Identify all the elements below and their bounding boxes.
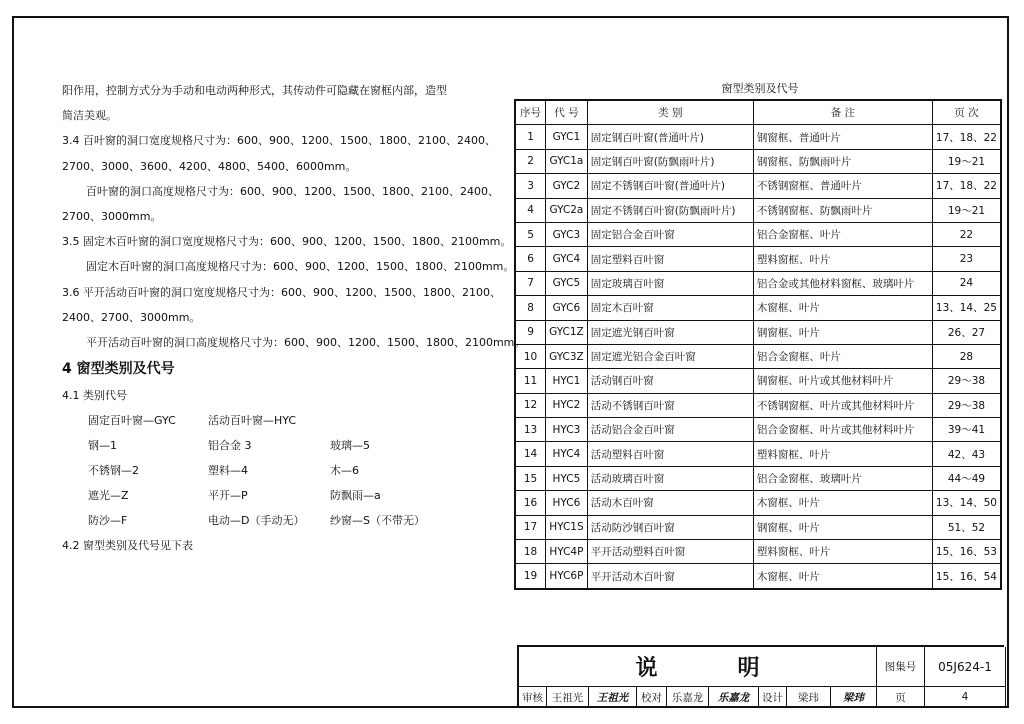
- cell-no: 5: [515, 222, 546, 246]
- text-line: 百叶窗的洞口高度规格尺寸为：600、900、1200、1500、1800、2100、2400、: [86, 184, 499, 198]
- cell-note: 铝合金窗框、叶片: [753, 222, 932, 246]
- table-row: [515, 344, 1001, 368]
- cell-note: 钢窗框、叶片: [753, 515, 932, 539]
- cell-code: GYC5: [546, 271, 588, 295]
- subsection-heading: 4.2 窗型类别及代号见下表: [62, 539, 193, 552]
- cell-code: GYC4: [546, 247, 588, 271]
- cell-page: 15、16、54: [932, 564, 1001, 589]
- table-row: [515, 149, 1001, 173]
- cell-code: HYC6P: [546, 564, 588, 589]
- cell-note: 不锈钢窗框、普通叶片: [753, 174, 932, 198]
- table-row: [515, 198, 1001, 222]
- code-wood: 木—6: [330, 464, 359, 477]
- table-row: [515, 418, 1001, 442]
- cell-code: GYC1: [546, 125, 588, 149]
- cell-type: 活动不锈钢百叶窗: [587, 393, 753, 417]
- text-line: 2700、3000、3600、4200、4800、5400、6000mm。: [62, 159, 357, 173]
- code-glass: 玻璃—5: [330, 439, 370, 452]
- cell-type: 活动铝合金百叶窗: [587, 418, 753, 442]
- cell-type: 活动防沙钢百叶窗: [587, 515, 753, 539]
- cell-note: 铝合金窗框、叶片: [753, 344, 932, 368]
- table-row: [515, 125, 1001, 149]
- table-row: [515, 222, 1001, 246]
- cell-note: 铝合金窗框、玻璃叶片: [753, 466, 932, 490]
- code-active: 活动百叶窗—HYC: [208, 414, 297, 427]
- review-signature: 王祖光: [589, 687, 637, 708]
- window-type-table: [514, 99, 1002, 590]
- cell-type: 固定铝合金百叶窗: [587, 222, 753, 246]
- cell-code: HYC3: [546, 418, 588, 442]
- cell-type: 固定木百叶窗: [587, 296, 753, 320]
- code-steel: 钢—1: [88, 439, 117, 452]
- code-sand: 防沙—F: [88, 514, 128, 527]
- cell-page: 17、18、22: [932, 174, 1001, 198]
- header-note: 备 注: [753, 100, 932, 125]
- header-no: 序号: [515, 100, 546, 125]
- cell-page: 29～38: [932, 393, 1001, 417]
- cell-page: 17、18、22: [932, 125, 1001, 149]
- cell-page: 51、52: [932, 515, 1001, 539]
- table-row: [515, 442, 1001, 466]
- table-row: [515, 271, 1001, 295]
- table-row: [515, 491, 1001, 515]
- text-line: 简洁美观。: [62, 109, 117, 123]
- cell-type: 固定钢百叶窗(普通叶片): [587, 125, 753, 149]
- cell-no: 11: [515, 369, 546, 393]
- code-fixed: 固定百叶窗—GYC: [88, 414, 176, 427]
- text-line: 2700、3000mm。: [62, 210, 162, 224]
- cell-type: 活动木百叶窗: [587, 491, 753, 515]
- cell-note: 不锈钢窗框、防飘雨叶片: [753, 198, 932, 222]
- table-row: [515, 466, 1001, 490]
- page-label: 页: [877, 687, 925, 708]
- table-row: [515, 540, 1001, 564]
- cell-code: HYC2: [546, 393, 588, 417]
- cell-no: 16: [515, 491, 546, 515]
- code-plastic: 塑料—4: [208, 464, 248, 477]
- table-row: [515, 320, 1001, 344]
- cell-no: 10: [515, 344, 546, 368]
- cell-no: 9: [515, 320, 546, 344]
- code-rain: 防飘雨—a: [330, 489, 381, 502]
- table-row: [515, 296, 1001, 320]
- table-title: 窗型类别及代号: [721, 82, 799, 95]
- cell-code: GYC1Z: [546, 320, 588, 344]
- code-shade: 遮光—Z: [88, 489, 129, 502]
- subsection-heading: 4.1 类别代号: [62, 389, 127, 403]
- cell-code: HYC4: [546, 442, 588, 466]
- text-line: 平开活动百叶窗的洞口高度规格尺寸为：600、900、1200、1500、1800、2100mm。: [86, 336, 526, 350]
- design-label: 设计: [759, 687, 787, 708]
- cell-no: 17: [515, 515, 546, 539]
- cell-code: HYC4P: [546, 540, 588, 564]
- table-row: [515, 247, 1001, 271]
- cell-note: 铝合金或其他材料窗框、玻璃叶片: [753, 271, 932, 295]
- code-electric: 电动—D（手动无）: [208, 514, 305, 527]
- cell-note: 钢窗框、叶片: [753, 320, 932, 344]
- cell-note: 不锈钢窗框、叶片或其他材料叶片: [753, 393, 932, 417]
- cell-note: 铝合金窗框、叶片或其他材料叶片: [753, 418, 932, 442]
- cell-page: 13、14、50: [932, 491, 1001, 515]
- cell-type: 固定遮光铝合金百叶窗: [587, 344, 753, 368]
- design-name: 梁玮: [787, 687, 831, 708]
- cell-no: 18: [515, 540, 546, 564]
- title-block: [517, 645, 1004, 706]
- cell-no: 6: [515, 247, 546, 271]
- cell-type: 固定玻璃百叶窗: [587, 271, 753, 295]
- cell-code: GYC1a: [546, 149, 588, 173]
- sheet-title: 说明: [519, 647, 877, 687]
- atlas-label: 图集号: [877, 647, 925, 687]
- cell-no: 8: [515, 296, 546, 320]
- table-row: [515, 174, 1001, 198]
- cell-no: 4: [515, 198, 546, 222]
- cell-type: 固定钢百叶窗(防飘雨叶片): [587, 149, 753, 173]
- cell-no: 12: [515, 393, 546, 417]
- review-name: 王祖光: [547, 687, 589, 708]
- cell-code: GYC3: [546, 222, 588, 246]
- section-heading: 4 窗型类别及代号: [62, 361, 175, 378]
- cell-no: 2: [515, 149, 546, 173]
- cell-note: 钢窗框、叶片或其他材料叶片: [753, 369, 932, 393]
- atlas-number: 05J624-1: [925, 647, 1006, 687]
- text-line: 2400、2700、3000mm。: [62, 310, 201, 324]
- cell-type: 平开活动塑料百叶窗: [587, 540, 753, 564]
- text-line: 3.5 固定木百叶窗的洞口宽度规格尺寸为：600、900、1200、1500、1800、2100mm。: [62, 235, 512, 249]
- table-row: [515, 393, 1001, 417]
- cell-code: HYC6: [546, 491, 588, 515]
- cell-page: 19～21: [932, 198, 1001, 222]
- cell-page: 22: [932, 222, 1001, 246]
- cell-page: 28: [932, 344, 1001, 368]
- cell-code: GYC2: [546, 174, 588, 198]
- cell-note: 塑料窗框、叶片: [753, 540, 932, 564]
- cell-no: 3: [515, 174, 546, 198]
- code-alu: 铝合金 3: [208, 439, 252, 452]
- design-signature: 梁玮: [831, 687, 877, 708]
- cell-type: 活动塑料百叶窗: [587, 442, 753, 466]
- table-row: [515, 564, 1001, 589]
- header-page: 页 次: [932, 100, 1001, 125]
- cell-page: 29～38: [932, 369, 1001, 393]
- cell-page: 24: [932, 271, 1001, 295]
- cell-type: 平开活动木百叶窗: [587, 564, 753, 589]
- cell-no: 15: [515, 466, 546, 490]
- cell-note: 钢窗框、普通叶片: [753, 125, 932, 149]
- code-ss: 不锈钢—2: [88, 464, 139, 477]
- left-text-column: [62, 78, 526, 408]
- cell-page: 42、43: [932, 442, 1001, 466]
- code-casement: 平开—P: [208, 489, 248, 502]
- cell-note: 木窗框、叶片: [753, 564, 932, 589]
- cell-no: 14: [515, 442, 546, 466]
- cell-page: 44～49: [932, 466, 1001, 490]
- cell-type: 活动钢百叶窗: [587, 369, 753, 393]
- text-line: 阳作用，控制方式分为手动和电动两种形式，其传动件可隐藏在窗框内部，造型: [62, 84, 447, 97]
- check-name: 乐嘉龙: [667, 687, 709, 708]
- cell-no: 19: [515, 564, 546, 589]
- text-line: 固定木百叶窗的洞口高度规格尺寸为：600、900、1200、1500、1800、2100mm。: [86, 260, 515, 274]
- header-code: 代 号: [546, 100, 588, 125]
- cell-type: 固定不锈钢百叶窗(防飘雨叶片): [587, 198, 753, 222]
- cell-type: 固定不锈钢百叶窗(普通叶片): [587, 174, 753, 198]
- cell-code: HYC5: [546, 466, 588, 490]
- cell-note: 塑料窗框、叶片: [753, 442, 932, 466]
- table-row: [515, 369, 1001, 393]
- cell-no: 7: [515, 271, 546, 295]
- table-row: [515, 515, 1001, 539]
- cell-code: GYC3Z: [546, 344, 588, 368]
- cell-type: 固定塑料百叶窗: [587, 247, 753, 271]
- cell-code: HYC1S: [546, 515, 588, 539]
- cell-type: 固定遮光钢百叶窗: [587, 320, 753, 344]
- text-line: 3.6 平开活动百叶窗的洞口宽度规格尺寸为：600、900、1200、1500、1800、2100、: [62, 285, 501, 299]
- cell-note: 木窗框、叶片: [753, 491, 932, 515]
- table-body: [515, 125, 1001, 589]
- cell-code: GYC2a: [546, 198, 588, 222]
- cell-page: 23: [932, 247, 1001, 271]
- table-header-row: [515, 100, 1001, 125]
- cell-type: 活动玻璃百叶窗: [587, 466, 753, 490]
- cell-no: 1: [515, 125, 546, 149]
- cell-code: HYC1: [546, 369, 588, 393]
- cell-note: 塑料窗框、叶片: [753, 247, 932, 271]
- code-screen: 纱窗—S（不带无）: [330, 514, 425, 527]
- cell-note: 木窗框、叶片: [753, 296, 932, 320]
- cell-no: 13: [515, 418, 546, 442]
- page-number: 4: [925, 687, 1006, 708]
- cell-page: 13、14、25: [932, 296, 1001, 320]
- review-label: 审核: [519, 687, 547, 708]
- check-signature: 乐嘉龙: [709, 687, 759, 708]
- check-label: 校对: [637, 687, 667, 708]
- cell-page: 39～41: [932, 418, 1001, 442]
- cell-page: 19～21: [932, 149, 1001, 173]
- header-type: 类 别: [587, 100, 753, 125]
- cell-code: GYC6: [546, 296, 588, 320]
- text-line: 3.4 百叶窗的洞口宽度规格尺寸为：600、900、1200、1500、1800、2100、2400、: [62, 134, 496, 148]
- cell-note: 钢窗框、防飘雨叶片: [753, 149, 932, 173]
- cell-page: 15、16、53: [932, 540, 1001, 564]
- cell-page: 26、27: [932, 320, 1001, 344]
